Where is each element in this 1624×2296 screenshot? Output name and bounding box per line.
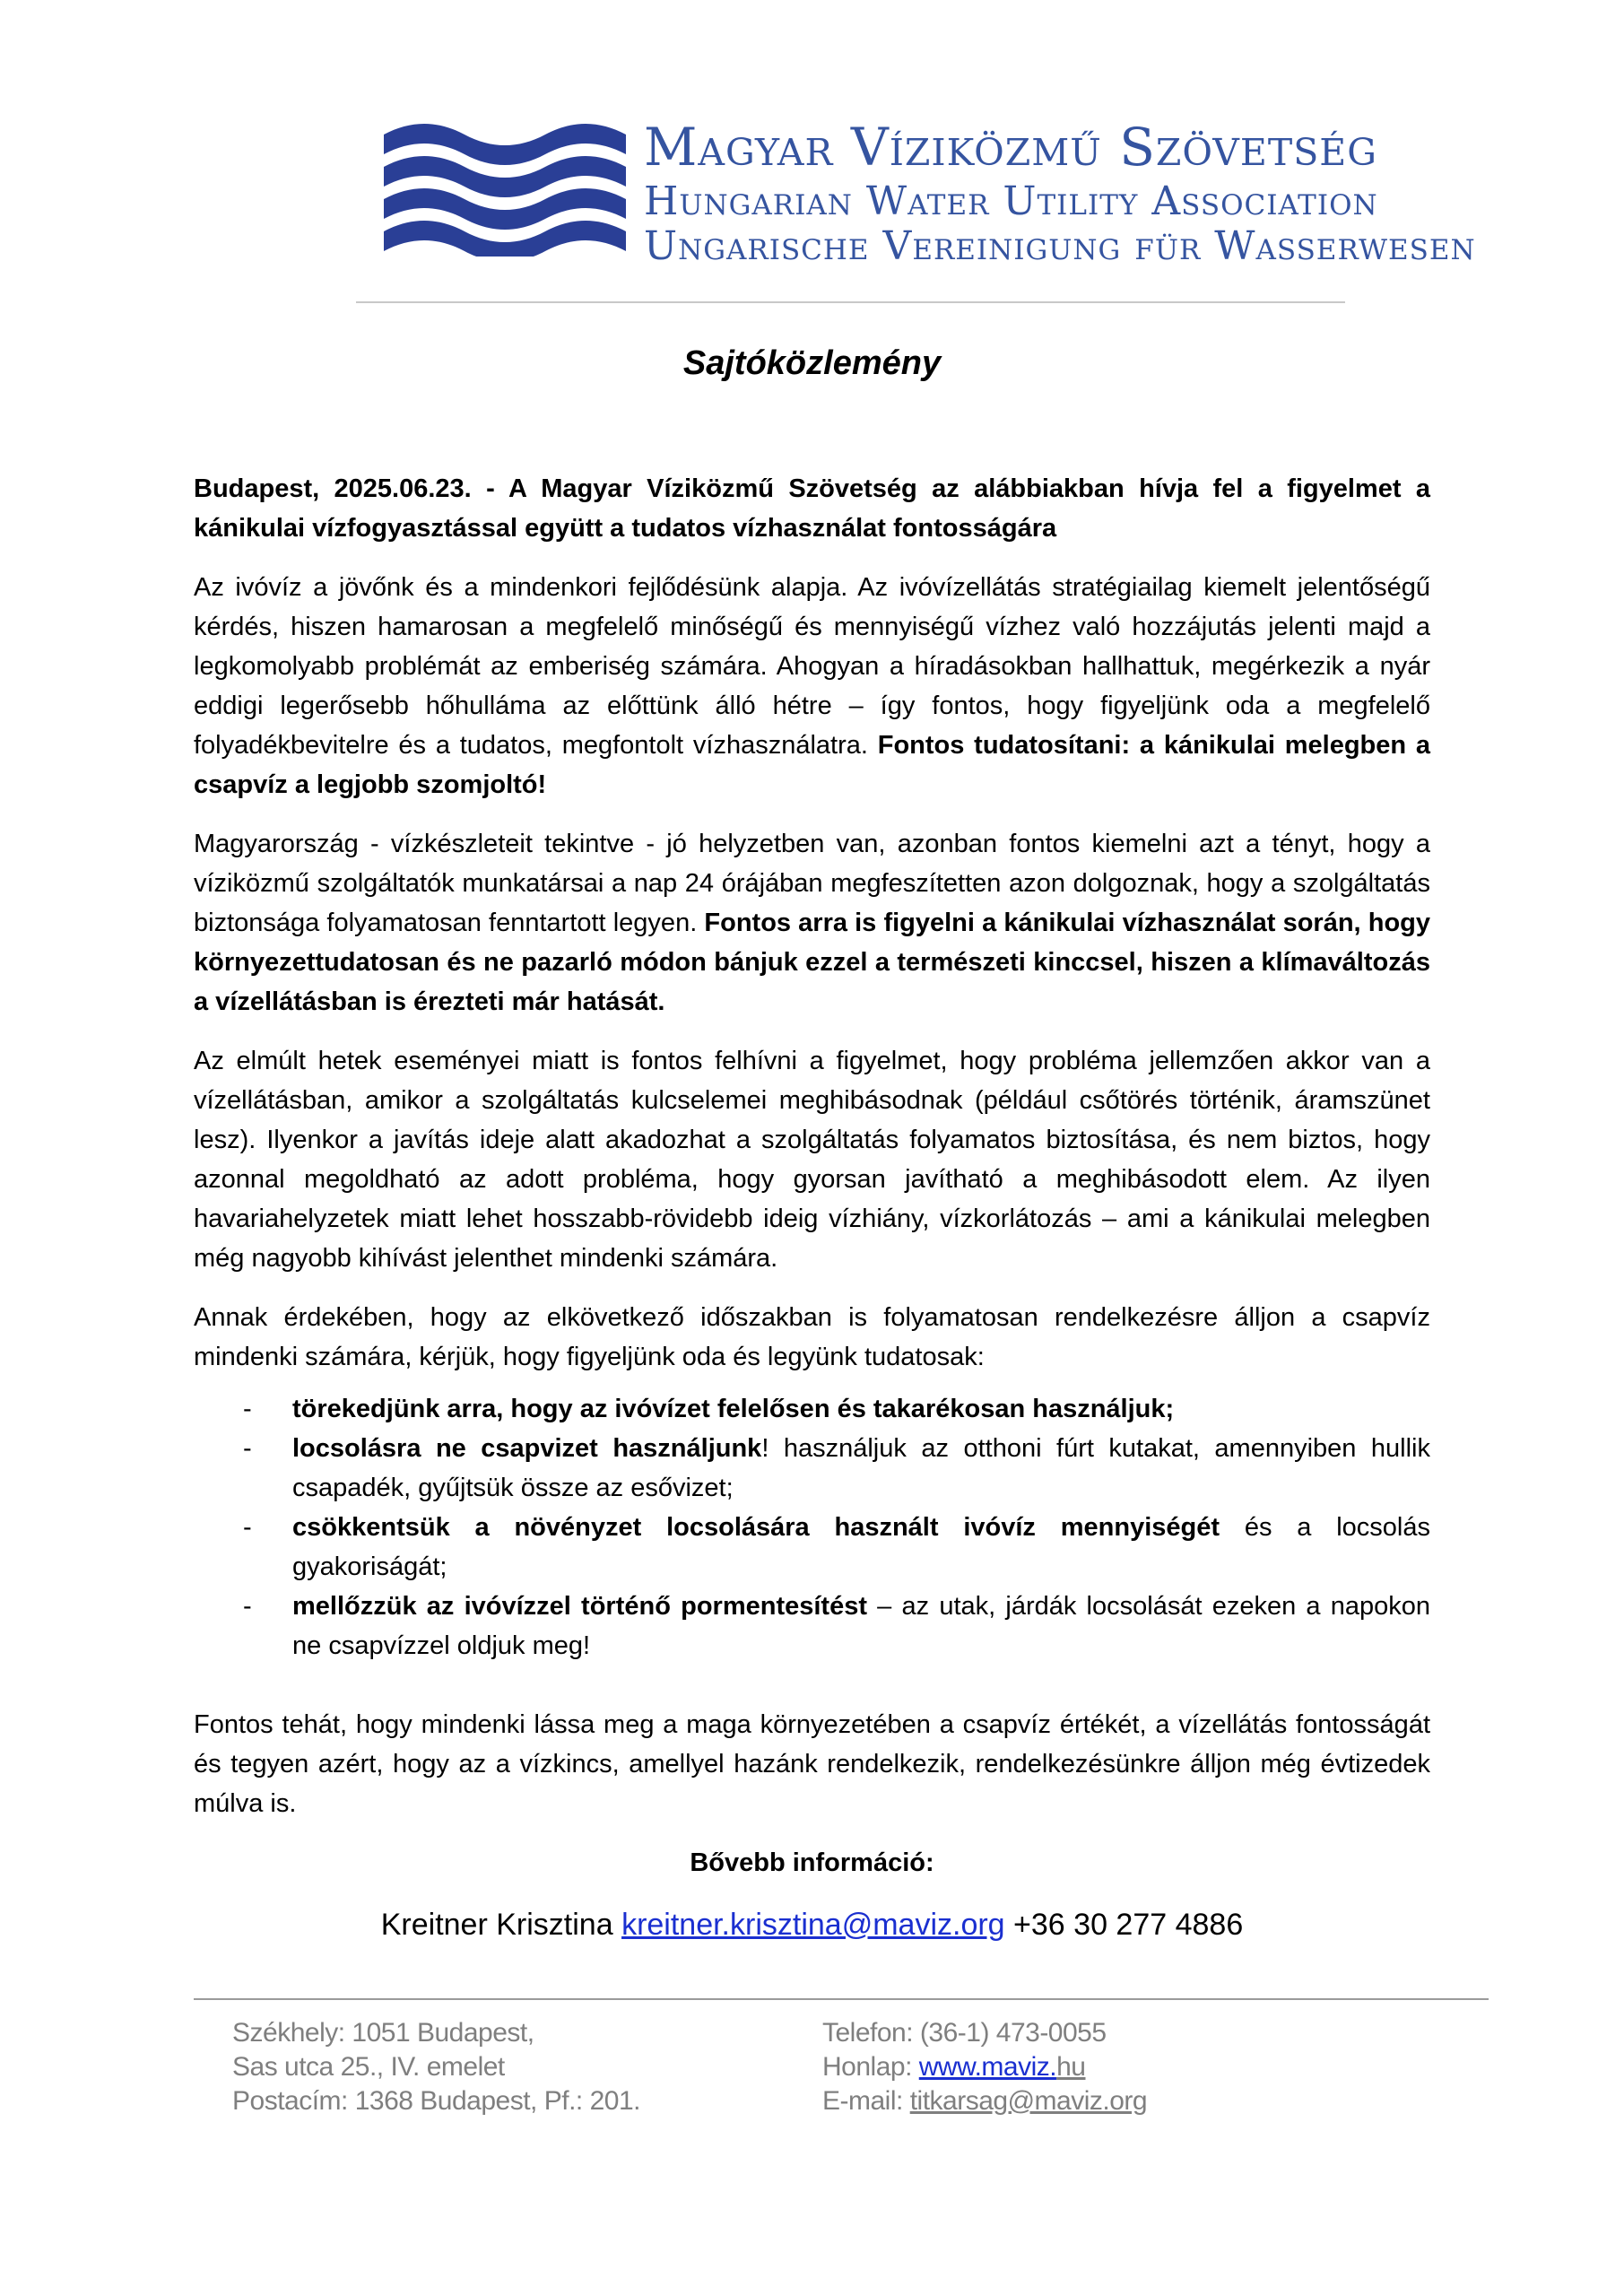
more-info-heading: Bővebb információ:: [690, 1848, 934, 1877]
list-item: [194, 1587, 1430, 1665]
list-item-emphasis: mellőzzük az ivóvízzel történő pormentesítést: [292, 1592, 867, 1621]
paragraph-3: Az elmúlt hetek eseményei miatt is fontos felhívni a figyelmet, hogy probléma jellemzően akkor van a vízellátásban, amikor a szolgáltatás kulcselemei meghibásodnak (például csőtörés történik, áramszünet lesz). Ilyenkor a javítás ideje alatt akadozhat a szolgáltatás folyamatos biztosítása, és nem biztos, hogy azonnal megoldható az adott probléma, hogy gyorsan javítható a meghibásodott elem. Az ilyen havariahelyzetek miatt lehet hosszabb-rövidebb ideig vízhiány, vízkorlátozás – ami a kánikulai melegben még nagyobb kihívást jelenthet mindenki számára.: [194, 1047, 1430, 1273]
paragraph-5: Fontos tehát, hogy mindenki lássa meg a maga környezetében a csapvíz értékét, a vízellátás fontosságát és tegyen azért, hogy az a vízkincs, amellyel hazánk rendelkezik, rendelkezésünkre álljon még évtizedek múlva is.: [194, 1710, 1430, 1818]
list-item-emphasis: törekedjünk arra, hogy az ivóvízet felelősen és takarékosan használjuk;: [292, 1395, 1175, 1423]
recommendation-list: [194, 1389, 1430, 1665]
organization-names: [644, 115, 1476, 269]
paragraph-1: [194, 568, 1430, 804]
organization-logo: [384, 115, 1476, 276]
footer-email: [822, 2084, 1147, 2118]
footer-website-suffix[interactable]: hu: [1056, 2052, 1086, 2082]
paragraph-2: [194, 824, 1430, 1022]
header-divider: [356, 301, 1345, 303]
list-item-text: – az utak, járdák locsolását ezeken a napokon ne csapvízzel oldjuk meg!: [292, 1592, 1430, 1660]
contact-name: Kreitner Krisztina: [380, 1908, 613, 1942]
list-item-emphasis: csökkentsük a növényzet locsolására használt ivóvíz mennyiségét: [292, 1513, 1220, 1542]
footer-phone: Telefon: (36-1) 473-0055: [822, 2018, 1107, 2048]
list-item: [194, 1389, 1430, 1429]
water-waves-logo-icon: [384, 122, 626, 257]
contact-phone: +36 30 277 4886: [1013, 1908, 1244, 1942]
list-item-text: ! használjuk az otthoni fúrt kutakat, amennyiben hullik csapadék, gyűjtsük össze az esővizet;: [292, 1434, 1430, 1502]
footer-website-label: Honlap:: [822, 2052, 919, 2082]
organization-name-hu: Magyar Víziközmű Szövetség: [644, 117, 1377, 178]
footer-contacts: [822, 2016, 1147, 2118]
list-item-text: és a locsolás gyakoriságát;: [292, 1513, 1431, 1581]
lead-paragraph: Budapest, 2025.06.23. - A Magyar Víziközmű Szövetség az alábbiakban hívja fel a figyelmet a kánikulai vízfogyasztással együtt a tudatos vízhasználat fontosságára: [194, 474, 1430, 543]
footer-address-line: Sas utca 25., IV. emelet: [232, 2052, 505, 2082]
press-release-body: [194, 469, 1430, 1947]
contact-line: [194, 1902, 1430, 1947]
paragraph-4: Annak érdekében, hogy az elkövetkező időszakban is folyamatosan rendelkezésre álljon a csapvíz mindenki számára, kérjük, hogy figyeljünk oda és legyünk tudatosak:: [194, 1303, 1430, 1371]
footer-address: [232, 2016, 640, 2118]
footer-address-line: Postacím: 1368 Budapest, Pf.: 201.: [232, 2086, 640, 2116]
footer-email-label: E-mail:: [822, 2086, 910, 2116]
footer-email-link[interactable]: titkarsag@maviz.org: [909, 2086, 1148, 2116]
list-item-emphasis: locsolásra ne csapvizet használjunk: [292, 1434, 762, 1463]
paragraph-1-emphasis: Fontos tudatosítani: a kánikulai melegben a csapvíz a legjobb szomjoltó!: [194, 731, 1431, 799]
footer-address-line: Székhely: 1051 Budapest,: [232, 2018, 534, 2048]
list-item: [194, 1508, 1430, 1587]
contact-email-link[interactable]: kreitner.krisztina@maviz.org: [621, 1908, 1005, 1942]
footer-website: [822, 2050, 1147, 2084]
organization-name-de: Ungarische Vereinigung für Wasserwesen: [644, 223, 1476, 269]
paragraph-2-text: Magyarország - vízkészleteit tekintve - jó helyzetben van, azonban fontos kiemelni azt a tényt, hogy a víziközmű szolgáltatók munkatársai a nap 24 órájában megfeszítetten azon dolgoznak, hogy a szolgáltatás biztonsága folyamatosan fenntartott legyen.: [194, 830, 1430, 937]
organization-name-en: Hungarian Water Utility Association: [644, 178, 1378, 224]
footer-website-link[interactable]: www.maviz.: [918, 2052, 1057, 2082]
paragraph-1-text: Az ivóvíz a jövőnk és a mindenkori fejlődésünk alapja. Az ivóvízellátás stratégiailag kiemelt jelentőségű kérdés, hiszen hamarosan a megfelelő minőségű és mennyiségű vízhez való hozzájutás jelenti majd a legkomolyabb problémát az emberiség számára. Ahogyan a híradásokban hallhattuk, megérkezik a nyár eddigi legerősebb hőhulláma az előttünk álló hétre – így fontos, hogy figyeljünk oda a megfelelő folyadékbevitelre és a tudatos, megfontolt vízhasználatra.: [194, 573, 1430, 760]
list-item: [194, 1429, 1430, 1508]
page-title: Sajtóközlemény: [682, 344, 942, 382]
footer-divider: [194, 1998, 1489, 2000]
paragraph-2-emphasis: Fontos arra is figyelni a kánikulai vízhasználat során, hogy környezettudatosan és ne pazarló módon bánjuk ezzel a természeti kinccsel, hiszen a klímaváltozás a vízellátásban is érezteti már hatását.: [194, 909, 1430, 1016]
